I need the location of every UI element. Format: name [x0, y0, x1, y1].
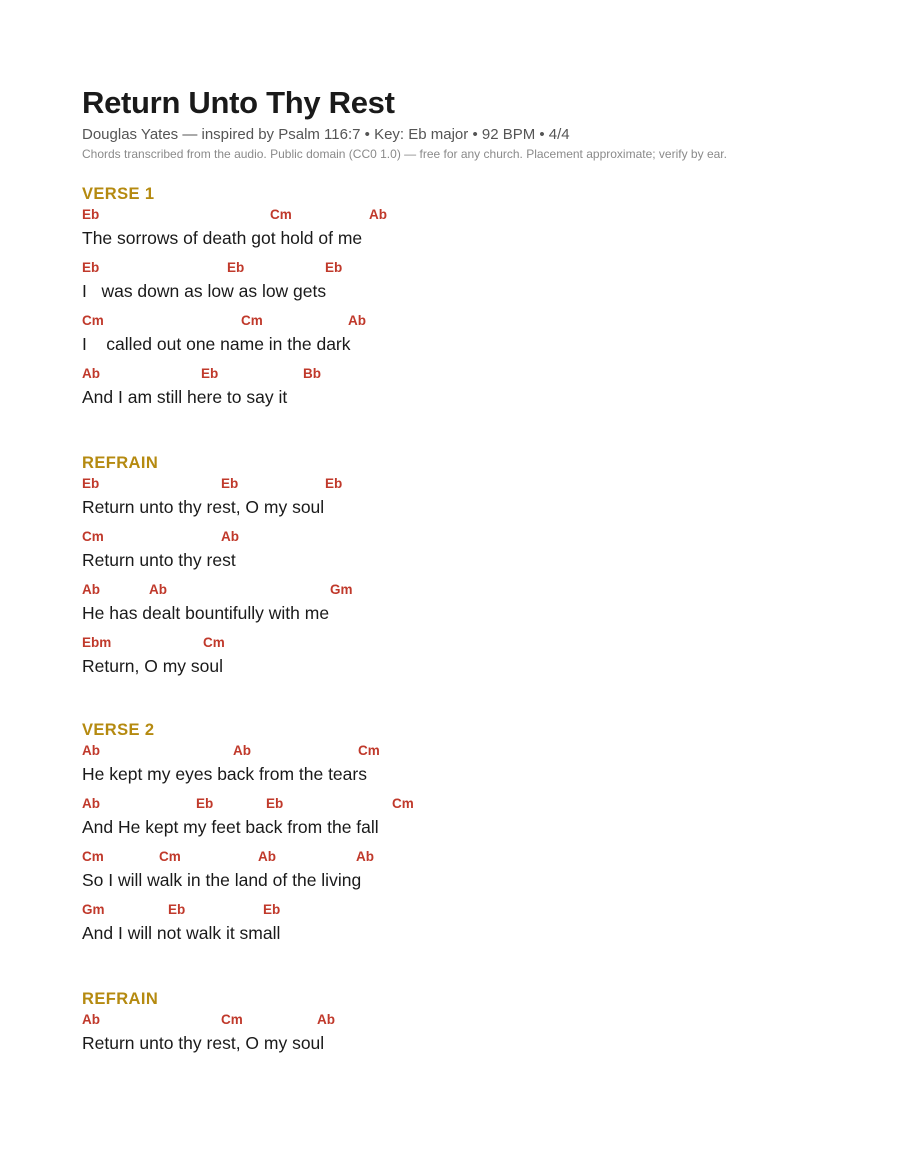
lyric-line: [82, 204, 842, 257]
chord-row: [82, 793, 842, 813]
chord-symbol: Bb: [303, 366, 321, 381]
lyric-line: [82, 257, 842, 310]
lyric-text: And I will not walk it small: [82, 923, 281, 943]
chord-symbol: Cm: [159, 849, 181, 864]
chord-row: [82, 632, 842, 652]
chord-symbol: Ab: [258, 849, 276, 864]
lyric-line: [82, 793, 842, 846]
song-section: [82, 184, 842, 416]
lyric-text: And I am still here to say it: [82, 387, 288, 407]
chord-symbol: Eb: [82, 207, 100, 222]
song-title: Return Unto Thy Rest: [82, 85, 395, 120]
lyric-text: Return unto thy rest: [82, 550, 236, 570]
lyric-line: [82, 473, 842, 526]
chord-row: [82, 526, 842, 546]
chord-symbol: Gm: [330, 582, 353, 597]
chord-symbol: Cm: [241, 313, 263, 328]
chord-row: [82, 846, 842, 866]
chord-symbol: Ab: [82, 796, 100, 811]
chord-row: [82, 363, 842, 383]
chord-symbol: Ab: [369, 207, 387, 222]
chord-symbol: Cm: [358, 743, 380, 758]
chord-symbol: Ebm: [82, 635, 112, 650]
chord-symbol: Cm: [270, 207, 292, 222]
lyric-line: [82, 526, 842, 579]
chord-symbol: Cm: [203, 635, 225, 650]
chord-symbol: Eb: [201, 366, 219, 381]
chord-symbol: Cm: [82, 849, 104, 864]
lyric-text: He kept my eyes back from the tears: [82, 764, 367, 784]
chord-symbol: Ab: [348, 313, 366, 328]
chord-symbol: Eb: [325, 260, 343, 275]
lyric-line: [82, 632, 842, 685]
lyric-text: He has dealt bountifully with me: [82, 603, 330, 623]
chord-symbol: Eb: [221, 476, 239, 491]
chord-row: [82, 257, 842, 277]
chord-symbol: Ab: [82, 366, 100, 381]
chord-symbol: Ab: [82, 1012, 100, 1027]
lyric-line: [82, 310, 842, 363]
lyric-text: I was down as low as low gets: [82, 281, 327, 301]
transcription-note: Chords transcribed from the audio. Public domain (CC0 1.0) — free for any church. Placement approximate; verify by ear.: [82, 147, 727, 161]
section-label: REFRAIN: [82, 990, 159, 1008]
song-section: [82, 453, 842, 685]
chord-symbol: Cm: [82, 529, 104, 544]
chord-row: [82, 899, 842, 919]
chord-row: [82, 473, 842, 493]
lyric-text: Return unto thy rest, O my soul: [82, 1033, 325, 1053]
chord-symbol: Ab: [82, 743, 100, 758]
lyric-text: I called out one name in the dark: [82, 334, 351, 354]
section-label: REFRAIN: [82, 454, 159, 472]
lyric-line: [82, 846, 842, 899]
chord-row: [82, 579, 842, 599]
lyric-text: Return unto thy rest, O my soul: [82, 497, 325, 517]
chord-row: [82, 204, 842, 224]
song-section: [82, 989, 842, 1062]
section-label: VERSE 2: [82, 721, 155, 739]
lyric-line: [82, 899, 842, 952]
lyric-line: [82, 1009, 842, 1062]
chord-row: [82, 310, 842, 330]
chord-symbol: Ab: [221, 529, 239, 544]
lyric-line: [82, 363, 842, 416]
lyric-text: So I will walk in the land of the living: [82, 870, 362, 890]
chord-symbol: Ab: [149, 582, 167, 597]
section-label: VERSE 1: [82, 185, 155, 203]
chord-symbol: Ab: [317, 1012, 335, 1027]
chord-symbol: Ab: [233, 743, 251, 758]
chord-symbol: Eb: [266, 796, 284, 811]
lyric-text: Return, O my soul: [82, 656, 224, 676]
song-section: [82, 720, 842, 952]
chord-symbol: Gm: [82, 902, 105, 917]
lyric-text: The sorrows of death got hold of me: [82, 228, 363, 248]
chord-symbol: Cm: [82, 313, 104, 328]
song-header: [82, 84, 862, 162]
chord-symbol: Eb: [227, 260, 245, 275]
chord-symbol: Eb: [168, 902, 186, 917]
lyric-line: [82, 579, 842, 632]
chord-symbol: Eb: [263, 902, 281, 917]
chord-symbol: Eb: [82, 260, 100, 275]
chord-row: [82, 740, 842, 760]
chord-symbol: Eb: [325, 476, 343, 491]
lyric-text: And He kept my feet back from the fall: [82, 817, 379, 837]
chord-symbol: Ab: [356, 849, 374, 864]
lyric-line: [82, 740, 842, 793]
chord-symbol: Eb: [82, 476, 100, 491]
chord-row: [82, 1009, 842, 1029]
chord-symbol: Cm: [392, 796, 414, 811]
chord-symbol: Eb: [196, 796, 214, 811]
chord-symbol: Cm: [221, 1012, 243, 1027]
chord-symbol: Ab: [82, 582, 100, 597]
song-meta: Douglas Yates — inspired by Psalm 116:7 • Key: Eb major • 92 BPM • 4/4: [82, 126, 570, 143]
